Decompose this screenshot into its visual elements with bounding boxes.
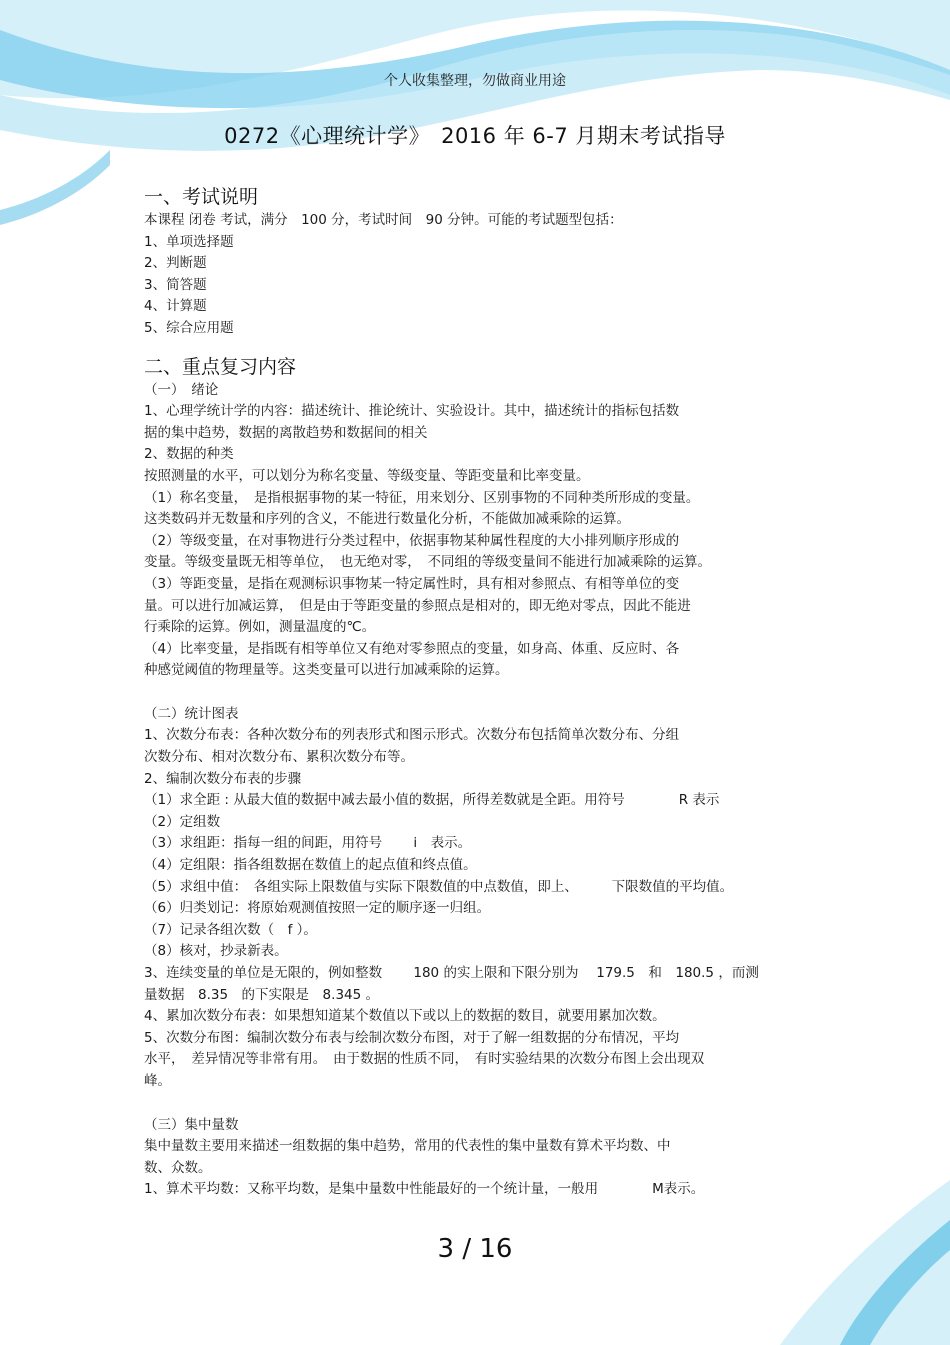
- text-line: 本课程 闭卷 考试，满分 100 分，考试时间 90 分钟。可能的考试题型包括：: [144, 212, 623, 228]
- subsection-heading: （三）集中量数: [144, 1116, 239, 1133]
- header-note: 个人收集整理，勿做商业用途: [384, 73, 566, 89]
- text-line: （6）归类划记：将原始观测值按照一定的顺序逐一归组。: [144, 900, 491, 917]
- section-heading: 二、重点复习内容: [144, 355, 297, 378]
- list-item: 2、判断题: [144, 255, 207, 272]
- text-line: 4、累加次数分布表：如果想知道某个数值以下或以上的数据的数目，就要用累加次数。: [144, 1008, 666, 1025]
- text-line: 数、众数。: [144, 1159, 212, 1176]
- text-line: （8）核对，抄录新表。: [144, 943, 288, 960]
- text-line: 变量。等级变量既无相等单位， 也无绝对零， 不同组的等级变量间不能进行加减乘除的运算。: [144, 554, 711, 571]
- text-line: 行乘除的运算。例如，测量温度的℃。: [144, 619, 376, 636]
- text-line: （3）求组距：指每一组的间距，用符号 i 表示。: [144, 835, 472, 852]
- text-line: （7）记录各组次数（ f ）。: [144, 921, 317, 938]
- text-line: 1、算术平均数：又称平均数，是集中量数中性能最好的一个统计量，一般用 M表示。: [144, 1181, 705, 1198]
- text-line: （4）比率变量，是指既有相等单位又有绝对零参照点的变量，如身高、体重、反应时、各: [144, 640, 680, 657]
- text-line: 峰。: [144, 1072, 171, 1089]
- text-line: 集中量数主要用来描述一组数据的集中趋势，常用的代表性的集中量数有算术平均数、中: [144, 1138, 671, 1155]
- text-line: 1、次数分布表：各种次数分布的列表形式和图示形式。次数分布包括简单次数分布、分组: [144, 727, 680, 744]
- list-item: 4、计算题: [144, 298, 207, 315]
- text-line: （4）定组限：指各组数据在数值上的起点值和终点值。: [144, 857, 477, 874]
- list-item: 5、综合应用题: [144, 319, 234, 336]
- text-line: 量数据 8.35 的下实限是 8.345 。: [144, 986, 379, 1003]
- text-line: 2、编制次数分布表的步骤: [144, 770, 302, 787]
- text-line: 量。可以进行加减运算， 但是由于等距变量的参照点是相对的，即无绝对零点，因此不能进: [144, 597, 691, 614]
- text-line: 种感觉阈值的物理量等。这类变量可以进行加减乘除的运算。: [144, 662, 509, 679]
- subsection-heading: （一） 绪论: [144, 381, 219, 398]
- text-line: （1）称名变量， 是指根据事物的某一特征，用来划分、区别事物的不同种类所形成的变量。: [144, 489, 700, 506]
- page-number: 3 / 16: [437, 1234, 513, 1264]
- text-line: 这类数码并无数量和序列的含义，不能进行数量化分析，不能做加减乘除的运算。: [144, 511, 630, 528]
- text-line: （2）定组数: [144, 813, 221, 830]
- text-line: （3）等距变量，是指在观测标识事物某一特定属性时，具有相对参照点、有相等单位的变: [144, 575, 680, 592]
- list-item: 1、单项选择题: [144, 233, 234, 250]
- subsection-heading: （二）统计图表: [144, 705, 239, 722]
- text-line: 次数分布、相对次数分布、累积次数分布等。: [144, 749, 414, 766]
- document-body: [144, 184, 814, 1201]
- text-line: （1）求全距 : 从最大值的数据中减去最小值的数据，所得差数就是全距。用符号 R 表示: [144, 792, 720, 809]
- section-heading: 一、考试说明: [144, 186, 259, 208]
- text-line: 水平， 差异情况等非常有用。 由于数据的性质不同， 有时实验结果的次数分布图上会出现双: [144, 1051, 705, 1068]
- text-line: 3、连续变量的单位是无限的，例如整数 180 的实上限和下限分别为 179.5 和 180.5 ，而测: [144, 965, 759, 981]
- text-line: 据的集中趋势，数据的离散趋势和数据间的相关: [144, 424, 428, 441]
- text-line: 1、心理学统计学的内容：描述统计、推论统计、实验设计。其中，描述统计的指标包括数: [144, 403, 680, 420]
- text-line: （5）求组中值： 各组实际上限数值与实际下限数值的中点数值，即上、 下限数值的平均值。: [144, 878, 734, 895]
- list-item: 3、简答题: [144, 276, 207, 293]
- text-line: （2）等级变量，在对事物进行分类过程中，依据事物某种属性程度的大小排列顺序形成的: [144, 532, 680, 549]
- document-title: 0272《心理统计学》 2016 年 6-7 月期末考试指导: [224, 124, 726, 148]
- text-line: 5、次数分布图：编制次数分布表与绘制次数分布图，对于了解一组数据的分布情况，平均: [144, 1029, 680, 1046]
- text-line: 2、数据的种类: [144, 446, 234, 463]
- text-line: 按照测量的水平，可以划分为称名变量、等级变量、等距变量和比率变量。: [144, 467, 590, 484]
